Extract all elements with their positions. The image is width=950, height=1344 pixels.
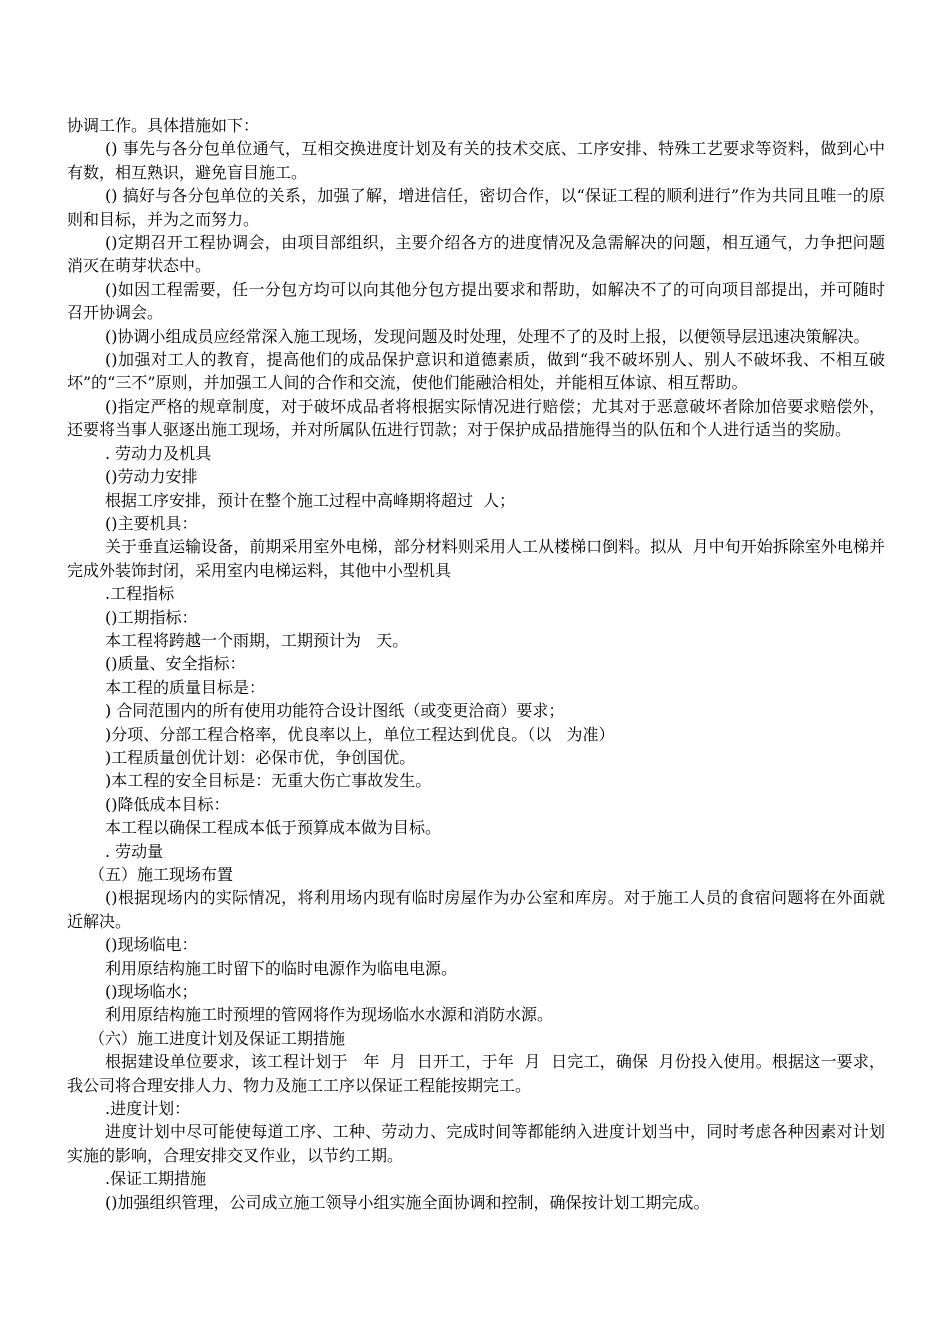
- paragraph: ()如因工程需要，任一分包方均可以向其他分包方提出要求和帮助，如解决不了的可向项目部提出，并可随时召开协调会。: [67, 279, 885, 323]
- subheading: ()主要机具：: [105, 513, 198, 533]
- paragraph: ()根据现场内的实际情况，将利用场内现有临时房屋作为办公室和库房。对于施工人员的食宿问题将在外面就近解决。: [67, 888, 885, 931]
- paragraph: 进度计划中尽可能使每道工序、工种、劳动力、完成时间等都能纳入进度计划当中，同时考虑各种因素对计划实施的影响，合理安排交叉作业，以节约工期。: [67, 1122, 885, 1165]
- section-heading: . 劳动量: [105, 841, 164, 861]
- section-heading: . 劳动力及机具: [105, 443, 212, 463]
- paragraph: 本工程将跨越一个雨期，工期预计为 天。: [105, 630, 409, 650]
- paragraph: ()定期召开工程协调会，由项目部组织，主要介绍各方的进度情况及急需解决的问题，相互通气，力争把问题消灭在萌芽状态中。: [67, 233, 885, 276]
- paragraph: () 事先与各分包单位通气，互相交换进度计划及有关的技术交底、工序安排、特殊工艺要求等资料，做到心中有数，相互熟识，避免盲目施工。: [67, 139, 885, 182]
- paragraph: 本工程以确保工程成本低于预算成本做为目标。: [105, 818, 442, 838]
- paragraph: 协调工作。具体措施如下：: [67, 116, 260, 135]
- document-body: [67, 114, 885, 1214]
- paragraph: 根据工序安排，预计在整个施工过程中高峰期将超过 人；: [105, 490, 516, 510]
- list-item: )工程质量创优计划：必保市优，争创国优。: [105, 747, 416, 767]
- chapter-heading: （六）施工进度计划及保证工期措施: [89, 1028, 346, 1048]
- list-item: ) 合同范围内的所有使用功能符合设计图纸（或变更洽商）要求；: [105, 701, 565, 721]
- list-item: )分项、分部工程合格率，优良率以上，单位工程达到优良。（以 为准）: [105, 724, 615, 744]
- subheading: ()工期指标：: [105, 607, 198, 627]
- section-heading: .保证工期措施: [105, 1169, 207, 1189]
- chapter-heading: （五）施工现场布置: [89, 865, 234, 884]
- subheading: ()现场临电：: [105, 935, 198, 955]
- list-item: )本工程的安全目标是：无重大伤亡事故发生。: [105, 771, 432, 791]
- paragraph: ()加强对工人的教育，提高他们的成品保护意识和道德素质，做到“我不破坏别人、别人不破坏我、不相互破坏”的“三不”原则，并加强工人间的合作和交流，使他们能融洽相处，并能相互体谅、相互帮助。: [67, 350, 885, 393]
- section-heading: .进度计划：: [105, 1099, 191, 1119]
- section-heading: .工程指标: [105, 584, 175, 604]
- paragraph: 根据建设单位要求，该工程计划于 年 月 日开工，于年 月 日完工，确保 月份投入使用。根据这一要求，我公司将合理安排人力、物力及施工工序以保证工程能按期完工。: [67, 1052, 885, 1095]
- subheading: ()劳动力安排: [105, 467, 198, 487]
- paragraph: 利用原结构施工时留下的临时电源作为临电电源。: [105, 958, 458, 978]
- paragraph: () 搞好与各分包单位的关系，加强了解，增进信任，密切合作，以“保证工程的顺利进行”作为共同且唯一的原则和目标，并为之而努力。: [67, 186, 885, 229]
- paragraph: ()加强组织管理，公司成立施工领导小组实施全面协调和控制，确保按计划工期完成。: [105, 1192, 710, 1212]
- subheading: ()降低成本目标：: [105, 794, 230, 814]
- paragraph: ()协调小组成员应经常深入施工现场，发现问题及时处理，处理不了的及时上报，以便领导层迅速决策解决。: [105, 326, 870, 346]
- paragraph: 关于垂直运输设备，前期采用室外电梯，部分材料则采用人工从楼梯口倒料。拟从 月中旬开始拆除室外电梯并完成外装饰封闭，采用室内电梯运料，其他中小型机具: [67, 537, 885, 580]
- paragraph: ()指定严格的规章制度，对于破坏成品者将根据实际情况进行赔偿；尤其对于恶意破坏者除加倍要求赔偿外，还要将当事人驱逐出施工现场，并对所属队伍进行罚款；对于保护成品措施得当的队伍和个人进行适当的奖励。: [67, 396, 885, 440]
- subheading: ()质量、安全指标：: [105, 654, 246, 674]
- subheading: ()现场临水；: [105, 982, 198, 1002]
- paragraph: 本工程的质量目标是：: [105, 677, 266, 697]
- paragraph: 利用原结构施工时预埋的管网将作为现场临水水源和消防水源。: [105, 1005, 554, 1025]
